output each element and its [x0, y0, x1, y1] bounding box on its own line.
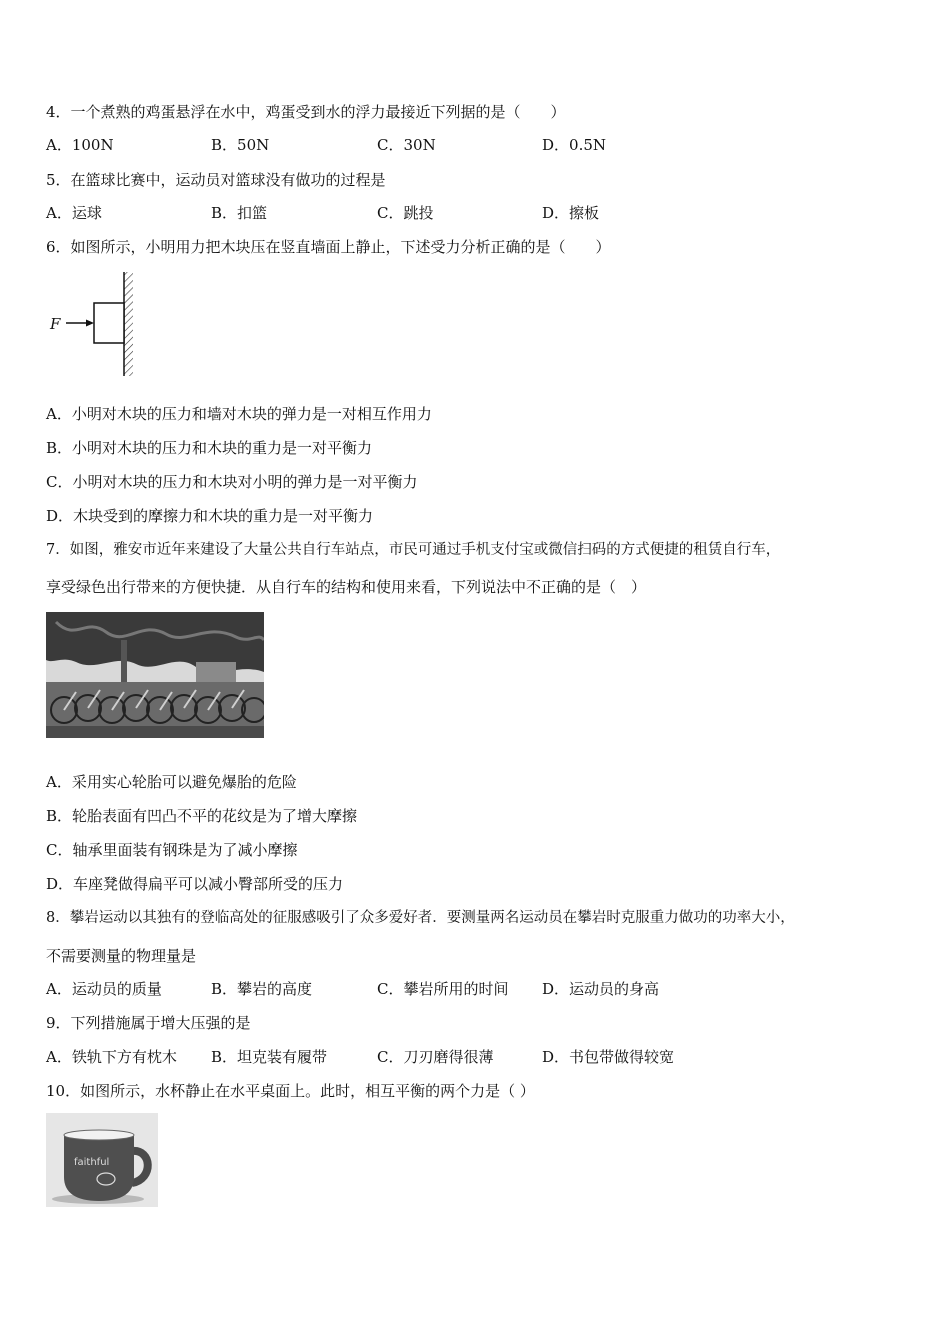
cup-photo	[46, 1113, 158, 1207]
bicycle-station-photo	[46, 612, 264, 738]
q4-option-b: B．50N	[211, 136, 270, 154]
q6-stem: 6．如图所示，小明用力把木块压在竖直墙面上静止，下述受力分析正确的是（ ）	[46, 238, 611, 256]
q8-stem-line2: 不需要测量的物理量是	[46, 947, 197, 965]
q7-option-a: A．采用实心轮胎可以避免爆胎的危险	[46, 773, 297, 791]
q6-option-c: C．小明对木块的压力和木块对小明的弹力是一对平衡力	[46, 473, 418, 491]
q5-option-b: B．扣篮	[211, 204, 268, 222]
q8-option-c: C．攀岩所用的时间	[377, 980, 509, 998]
q8-option-d: D．运动员的身高	[542, 980, 660, 998]
q6-option-b: B．小明对木块的压力和木块的重力是一对平衡力	[46, 439, 373, 457]
q5-option-c: C．跳投	[377, 204, 434, 222]
force-arrow-head	[86, 320, 94, 327]
q9-option-c: C．刀刃磨得很薄	[377, 1048, 494, 1066]
q6-option-a: A．小明对木块的压力和墙对木块的弹力是一对相互作用力	[46, 405, 432, 423]
q7-stem-line1: 7．如图，雅安市近年来建设了大量公共自行车站点，市民可通过手机支付宝或微信扫码的方式便捷的租赁自行车，	[46, 542, 781, 558]
q9-stem: 9．下列措施属于增大压强的是	[46, 1014, 251, 1032]
q8-stem-line1: 8．攀岩运动以其独有的登临高处的征服感吸引了众多爱好者．要测量两名运动员在攀岩时克服重力做功的功率大小，	[46, 910, 795, 926]
q5-option-d: D．擦板	[542, 204, 600, 222]
q7-option-b: B．轮胎表面有凹凸不平的花纹是为了增大摩擦	[46, 807, 358, 825]
ground	[46, 726, 264, 738]
q9-option-d: D．书包带做得较宽	[542, 1048, 675, 1066]
q7-option-c: C．轴承里面装有钢珠是为了减小摩擦	[46, 841, 298, 859]
q4-option-a: A．100N	[46, 136, 114, 154]
q4-option-c: C．30N	[377, 136, 436, 154]
q7-option-d: D．车座凳做得扁平可以减小臀部所受的压力	[46, 875, 344, 893]
q8-option-b: B．攀岩的高度	[211, 980, 313, 998]
q4-option-d: D．0.5N	[542, 136, 607, 154]
q4-stem: 4．一个煮熟的鸡蛋悬浮在水中，鸡蛋受到水的浮力最接近下列据的是（ ）	[46, 103, 566, 121]
q8-option-a: A．运动员的质量	[46, 980, 162, 998]
q5-stem: 5．在篮球比赛中，运动员对篮球没有做功的过程是	[46, 171, 386, 189]
cup-text: faithful	[74, 1157, 110, 1168]
force-label: F	[50, 315, 61, 333]
cup-body	[64, 1135, 134, 1201]
q9-option-a: A．铁轨下方有枕木	[46, 1048, 177, 1066]
station-sign	[196, 662, 236, 684]
q6-option-d: D．木块受到的摩擦力和木块的重力是一对平衡力	[46, 507, 374, 525]
cup-rim	[64, 1130, 134, 1140]
q10-stem: 10．如图所示，水杯静止在水平桌面上。此时，相互平衡的两个力是（ ）	[46, 1082, 535, 1100]
wood-block	[94, 303, 124, 343]
wall-hatching	[124, 272, 133, 376]
q9-option-b: B．坦克装有履带	[211, 1048, 328, 1066]
q5-option-a: A．运球	[46, 204, 102, 222]
force-wall-diagram	[44, 270, 144, 380]
q7-stem-line2: 享受绿色出行带来的方便快捷．从自行车的结构和使用来看，下列说法中不正确的是（ ）	[46, 578, 647, 596]
